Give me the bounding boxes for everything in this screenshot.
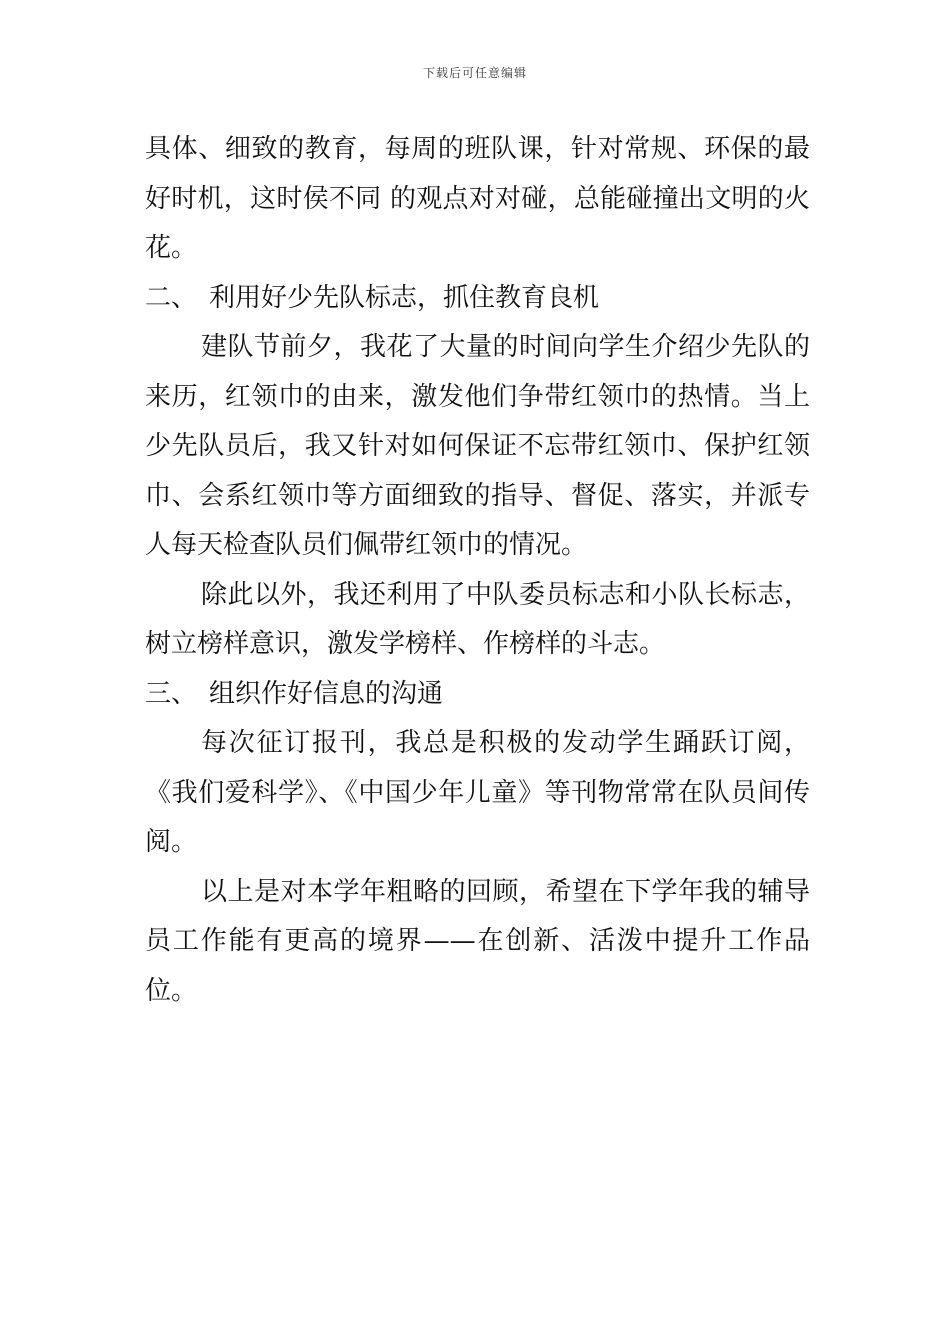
paragraph-conclusion: 以上是对本学年粗略的回顾，希望在下学年我的辅导员工作能有更高的境界——在创新、活泼中提升工作品位。 [145,876,810,1006]
paragraph-subscriptions: 每次征订报刊，我总是积极的发动学生踊跃订阅，《我们爱科学》、《中国少年儿童》等刊物常常在队员间传阅。 [145,728,810,857]
section-number-3: 三、 [145,678,198,709]
paragraph-role-models: 除此以外，我还利用了中队委员标志和小队长标志，树立榜样意识，激发学榜样、作榜样的斗志。 [145,579,810,659]
paragraph-red-scarf: 建队节前夕，我花了大量的时间向学生介绍少先队的来历，红领巾的由来，激发他们争带红领巾的热情。当上少先队员后，我又针对如何保证不忘带红领巾、保护红领巾、会系红领巾等方面细致的指导、督促、落实，并派专人每天检查队员们佩带红领巾的情况。 [145,332,810,560]
section-title-2: 利用好少先队标志，抓住教育良机 [209,282,600,313]
page-header-note: 下载后可任意编辑 [422,66,527,80]
paragraph-intro-continuation: 具体、细致的教育，每周的班队课，针对常规、环保的最好时机，这时侯不同 的观点对对碰，总能碰撞出文明的火花。 [145,134,810,263]
section-title-3: 组织作好信息的沟通 [209,678,444,709]
section-heading-3 [145,670,810,720]
section-heading-2 [145,274,810,324]
document-body [145,125,810,1016]
section-number-2: 二、 [145,282,198,313]
